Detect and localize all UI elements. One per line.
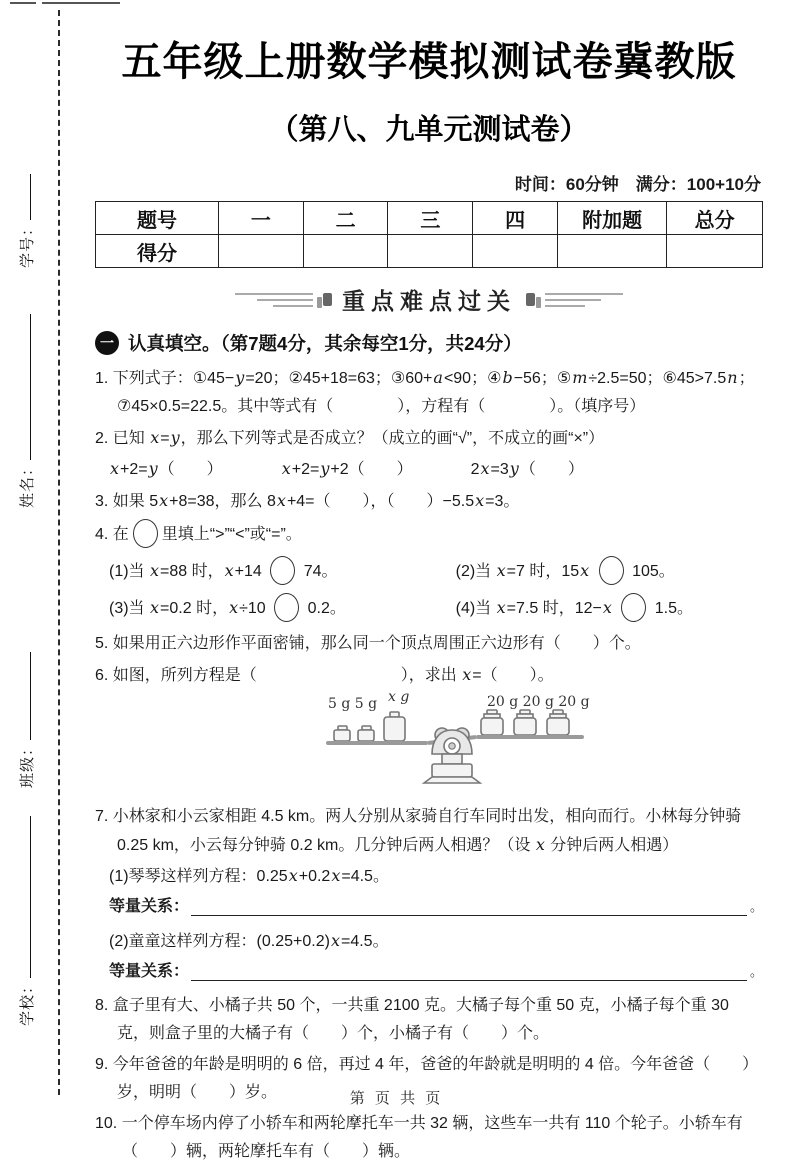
period-mark: 。 xyxy=(749,964,763,979)
right-pan xyxy=(476,735,584,739)
col-bonus: 附加题 xyxy=(557,202,666,235)
class-label: 班级： xyxy=(19,739,36,788)
note-icon xyxy=(526,293,535,306)
question-2-answers xyxy=(109,455,763,484)
q7-method-2: (2)童童这样列方程：(0.25+0.2)x=4.5。 xyxy=(109,931,389,950)
q7-relation-2 xyxy=(109,958,763,986)
score-table-header-row xyxy=(96,202,763,235)
relation-blank-line xyxy=(191,965,747,981)
question-4-row-2 xyxy=(109,593,763,623)
col-question-number: 题号 xyxy=(96,202,219,235)
student-id-label: 学号： xyxy=(19,219,36,268)
question-6: 6. 如图，所列方程是（ ），求出 x=（ ）。 xyxy=(95,665,554,684)
relation-label: 等量关系： xyxy=(109,898,190,915)
question-list xyxy=(95,364,763,1166)
student-id-blank-line xyxy=(30,174,31,220)
paper-subtitle: （第八、九单元测试卷） xyxy=(269,114,589,146)
right-pan-weights xyxy=(481,710,569,735)
relation-label: 等量关系： xyxy=(109,963,190,980)
left-pan xyxy=(326,741,428,745)
question-7: 7. 小林家和小云家相距 4.5 km。两人分别从家骑自行车同时出发，相向而行。小林每分钟骑 0.25 km，小云每分钟骑 0.2 km。几分钟后两人相遇？（设 x 分钟后两人相遇） xyxy=(95,808,742,854)
answer-circle xyxy=(274,593,299,622)
balance-scale-figure xyxy=(324,690,604,800)
question-1: 1. 下列式子：①45−y=20；②45+18=63；③60+a<90；④b−56；⑤m÷2.5=50；⑥45>7.5n；⑦45×0.5=22.5。其中等式有（ ），方程有（ ）。（填序号） xyxy=(95,368,755,415)
scale-stand xyxy=(424,728,480,783)
note-icon xyxy=(323,293,332,306)
answer-circle xyxy=(133,519,158,548)
speed-lines-icon xyxy=(545,293,623,307)
school-field xyxy=(16,808,37,1026)
question-2: 2. 已知 x=y，那么下列等式是否成立？（成立的画“√”，不成立的画“×”） xyxy=(95,428,605,447)
section-banner xyxy=(95,283,763,316)
question-5: 5. 如果用正六边形作平面密铺，那么同一个顶点周围正六边形有（ ）个。 xyxy=(95,635,641,652)
class-blank-line xyxy=(30,652,31,740)
q4-item-1: (1)当 x=88 时，x+14 74。 xyxy=(109,556,456,586)
q2-equation-1: x+2=y（ ） xyxy=(110,459,223,478)
col-total: 总分 xyxy=(667,202,763,235)
left-pan-weights xyxy=(334,712,405,741)
speed-lines-icon xyxy=(235,293,313,307)
score-cell xyxy=(667,235,763,268)
score-table-score-row xyxy=(96,235,763,268)
col-part-2: 二 xyxy=(303,202,388,235)
school-label: 学校： xyxy=(19,977,36,1026)
relation-blank-line xyxy=(191,900,747,916)
score-cell xyxy=(303,235,388,268)
section-1-header xyxy=(95,330,763,356)
x-weight-label: x g xyxy=(388,689,410,705)
time-score-info: 时间：60分钟 满分：100+10分 xyxy=(514,175,761,194)
q7-relation-1 xyxy=(109,893,763,921)
col-part-4: 四 xyxy=(473,202,558,235)
q4-item-2: (2)当 x=7 时，15x 105。 xyxy=(456,556,763,586)
class-field xyxy=(16,646,37,788)
q2-equation-2: x+2=y+2（ ） xyxy=(281,459,413,478)
page-footer: 第 页 共 页 xyxy=(349,1090,444,1107)
section-number-badge: 一 xyxy=(95,331,119,355)
cut-dashed-line xyxy=(58,10,60,1095)
question-8: 8. 盒子里有大、小橘子共 50 个，一共重 2100 克。大橘子每个重 50 克，小橘子每个重 30 克，则盒子里的大橘子有（ ）个，小橘子有（ ）个。 xyxy=(95,997,729,1042)
col-part-3: 三 xyxy=(388,202,473,235)
answer-circle xyxy=(599,556,624,585)
q4-item-3: (3)当 x=0.2 时，x÷10 0.2。 xyxy=(109,593,456,623)
paper-title: 五年级上册数学模拟测试卷冀教版 xyxy=(121,40,737,84)
score-cell xyxy=(388,235,473,268)
paper-content xyxy=(95,0,763,1166)
balance-scale-illustration xyxy=(324,690,604,790)
col-part-1: 一 xyxy=(219,202,304,235)
score-cell xyxy=(557,235,666,268)
name-label: 姓名： xyxy=(19,459,36,508)
period-mark: 。 xyxy=(749,899,763,914)
name-blank-line xyxy=(30,314,31,460)
score-cell xyxy=(219,235,304,268)
student-id-field xyxy=(16,166,37,268)
score-cell xyxy=(473,235,558,268)
school-blank-line xyxy=(30,816,31,978)
right-weights-label: 20 g 20 g 20 g xyxy=(487,694,590,710)
score-row-label: 得分 xyxy=(96,235,219,268)
question-4-row-1 xyxy=(109,556,763,586)
section-1-title: 认真填空。（第7题4分，其余每空1分，共24分） xyxy=(128,333,522,354)
banner-title: 重点难点过关 xyxy=(342,288,516,314)
question-3: 3. 如果 5x+8=38，那么 8x+4=（ ），（ ）−5.5x=3。 xyxy=(95,491,520,510)
left-weights-label: 5 g 5 g xyxy=(328,696,378,712)
name-field xyxy=(16,310,37,508)
q7-method-1: (1)琴琴这样列方程：0.25x+0.2x=4.5。 xyxy=(109,866,389,885)
score-table xyxy=(95,201,763,268)
answer-circle xyxy=(621,593,646,622)
q2-equation-3: 2x=3y（ ） xyxy=(470,459,584,478)
answer-circle xyxy=(270,556,295,585)
question-9: 9. 今年爸爸的年龄是明明的 6 倍，再过 4 年，爸爸的年龄就是明明的 4 倍。今年爸爸（ ）岁，明明（ ）岁。 xyxy=(95,1056,759,1101)
question-10: 10. 一个停车场内停了小轿车和两轮摩托车一共 32 辆，这些车一共有 110 个轮子。小轿车有（ ）辆，两轮摩托车有（ ）辆。 xyxy=(95,1115,743,1160)
question-4: 4. 在 里填上“>”“<”或“=”。 xyxy=(95,519,763,549)
corner-mark xyxy=(10,2,36,4)
q4-item-4: (4)当 x=7.5 时，12−x 1.5。 xyxy=(456,593,763,623)
